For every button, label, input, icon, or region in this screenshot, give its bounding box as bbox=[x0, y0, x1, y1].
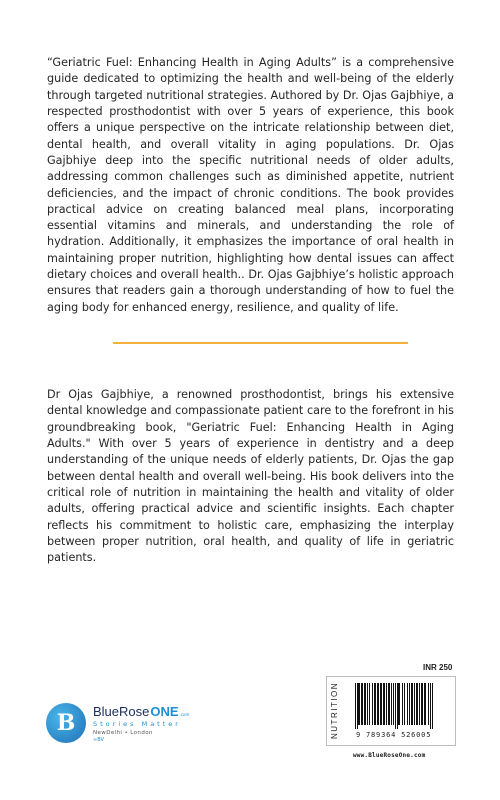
barcode-bar bbox=[395, 683, 396, 729]
author-bio: Dr Ojas Gajbhiye, a renowned prosthodontist, brings his extensive dental knowledge and compassionate patient care to the forefront in his groundbreaking book, "Geriatric Fuel: Enhancing Health in Aging Adults." With over 5 years of experience in dentistry and a deep understanding of the unique needs of elderly patients, Dr. Ojas the gap between dental health and overall well-being. His book delivers into the critical role of nutrition in maintaining the health and vitality of older adults, offering practical advice and scientific insights. Each chapter reflects his commitment to holistic care, emphasizing the interplay between proper nutrition, oral health, and quality of life in geriatric patients. bbox=[47, 388, 454, 565]
barcode-bar bbox=[374, 683, 376, 725]
barcode-bar bbox=[364, 683, 366, 725]
barcode-bar bbox=[409, 683, 410, 725]
barcode-bar bbox=[430, 683, 431, 729]
barcode-bar bbox=[372, 683, 373, 725]
publisher-cities: NewDelhi • London bbox=[93, 729, 153, 736]
barcode-bar bbox=[398, 683, 400, 725]
barcode-bar bbox=[377, 683, 379, 725]
barcode-bar bbox=[419, 683, 420, 725]
publisher-tagline: Stories Matter bbox=[93, 719, 181, 728]
book-description: “Geriatric Fuel: Enhancing Health in Aging Adults” is a comprehensive guide dedicated to optimizing the health and well-being of the elderly through targeted nutritional strategies. Authored by Dr. Ojas Gajbhiye, a respected prosthodontist with over 5 years of experience, this book offers a unique perspective on the intricate relationship between diet, dental health, and overall vitality in aging populations. Dr. Ojas Gajbhiye deep into the specific nutritional needs of older adults, addressing common challenges such as diminished appetite, nutrient deficiencies, and the impact of chronic conditions. The book provides practical advice on creating balanced meal plans, incorporating essential vitamins and minerals, and understanding the role of hydration. Additionally, it emphasizes the importance of oral health in maintaining proper nutrition, highlighting how dental issues can affect dietary choices and overall health.. Dr. Ojas Gajbhiye’s holistic approach ensures that readers gain a thorough understanding of how to fuel the aging body for enhanced energy, resilience, and quality of life. bbox=[47, 56, 454, 314]
barcode-bar bbox=[397, 683, 398, 729]
barcode-bar bbox=[411, 683, 413, 725]
publisher-name bbox=[93, 704, 189, 719]
barcode-bar bbox=[386, 683, 387, 725]
barcode-bar bbox=[428, 683, 429, 725]
barcode-bar bbox=[432, 683, 433, 729]
barcode-bar bbox=[361, 683, 363, 725]
barcode-bar bbox=[367, 683, 368, 725]
barcode-bar bbox=[391, 683, 392, 725]
barcode-bar bbox=[404, 683, 405, 725]
publisher-website: www.BlueRoseOne.com bbox=[353, 752, 426, 759]
logo-letter: B bbox=[56, 710, 76, 736]
publisher-wordmark bbox=[93, 704, 189, 743]
category-label: NUTRITION bbox=[330, 681, 339, 739]
barcode-bar bbox=[393, 683, 394, 725]
publisher-name-main: BlueRose bbox=[93, 703, 150, 719]
barcode-bar bbox=[407, 683, 408, 725]
isbn-number: 9 789364 526005 bbox=[356, 731, 432, 739]
barcode-bar bbox=[355, 683, 356, 729]
isbn-barcode bbox=[353, 683, 449, 729]
publisher-name-accent: ONE bbox=[150, 703, 179, 719]
section-divider bbox=[113, 342, 408, 344]
publisher-logo bbox=[46, 703, 189, 743]
publisher-trademark: .com bbox=[179, 711, 190, 717]
price-label: INR 250 bbox=[423, 663, 453, 672]
barcode-bar bbox=[424, 683, 426, 725]
barcode-bar bbox=[402, 683, 403, 725]
barcode-bar bbox=[369, 683, 370, 725]
barcode-bar bbox=[416, 683, 418, 725]
barcode-bar bbox=[388, 683, 390, 725]
barcode-bar bbox=[380, 683, 382, 725]
barcode-bar bbox=[414, 683, 415, 725]
barcode-bar bbox=[357, 683, 358, 729]
bluerose-logo-icon bbox=[46, 703, 86, 743]
barcode-bar bbox=[358, 683, 360, 725]
barcode-bar bbox=[383, 683, 385, 725]
publisher-mark: ≈BV bbox=[93, 736, 104, 743]
barcode-bar bbox=[421, 683, 423, 725]
